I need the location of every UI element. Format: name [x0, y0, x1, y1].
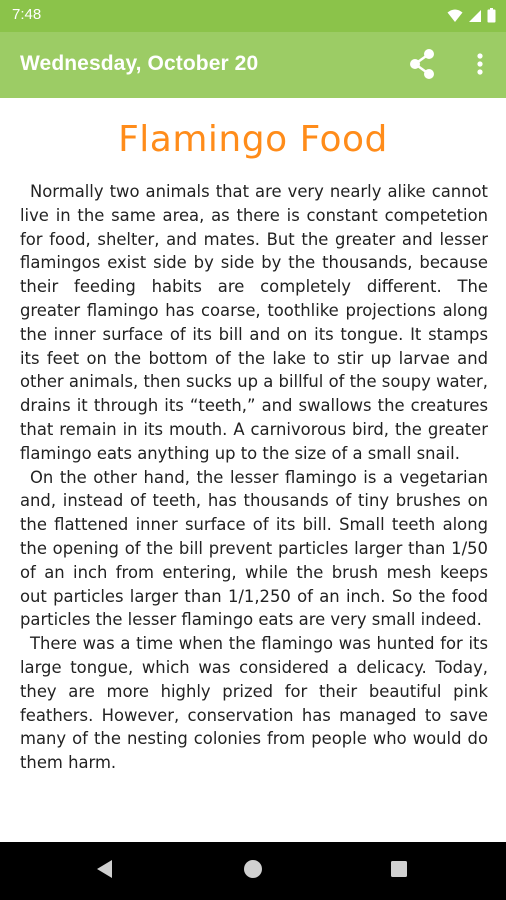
share-button[interactable] — [404, 48, 440, 84]
navigation-bar — [0, 842, 506, 900]
app-bar — [0, 32, 506, 98]
more-vert-icon — [476, 52, 484, 80]
article-content[interactable] — [0, 98, 506, 842]
recents-icon — [390, 860, 408, 882]
article-paragraph: There was a time when the flamingo was hunted for its large tongue, which was considered a delicacy. Today, they are more highly prized for their beautiful pink feathers. However, conservation has managed to save many of the nesting colonies from people who would do them harm. — [20, 634, 488, 773]
article-paragraph: Normally two animals that are very nearly alike cannot live in the same area, as there is constant competetion for food, shelter, and mates. But the greater and lesser flamingos exist side by side by the thousands, because their feeding habits are completely different. The greater flamingo has coarse, toothlike projections along the inner surface of its bill and on its tongue. It stamps its feet on the bottom of the lake to stir up larvae and other animals, then sucks up a billful of the soupy water, drains it through its “teeth,” and swallows the creatures that remain in its mouth. A carnivorous bird, the greater flamingo eats anything up to the size of a small snail. — [20, 182, 488, 463]
home-button[interactable] — [238, 856, 268, 886]
back-icon — [96, 859, 114, 883]
share-icon — [406, 48, 438, 84]
home-icon — [243, 859, 263, 883]
article-body — [20, 180, 488, 775]
status-icons — [447, 8, 496, 27]
more-options-button[interactable] — [466, 48, 494, 84]
article-title: Flamingo Food — [118, 119, 388, 160]
status-time: 7:48 — [12, 6, 42, 23]
app-bar-title: Wednesday, October 20 — [20, 52, 259, 75]
article-paragraph: On the other hand, the lesser flamingo is a vegetarian and, instead of teeth, has thousands of tiny brushes on the flattened inner surface of its bill. Small teeth along the opening of the bill prevent particles larger than 1/50 of an inch from entering, while the brush mesh keeps out particles larger than 1/1,250 of an inch. So the food particles the lesser flamingo eats are very small indeed. — [20, 467, 488, 630]
battery-icon — [487, 8, 496, 27]
status-bar — [0, 0, 506, 32]
back-button[interactable] — [90, 856, 120, 886]
wifi-icon — [447, 8, 463, 27]
recents-button[interactable] — [384, 856, 414, 886]
signal-icon — [468, 8, 482, 27]
